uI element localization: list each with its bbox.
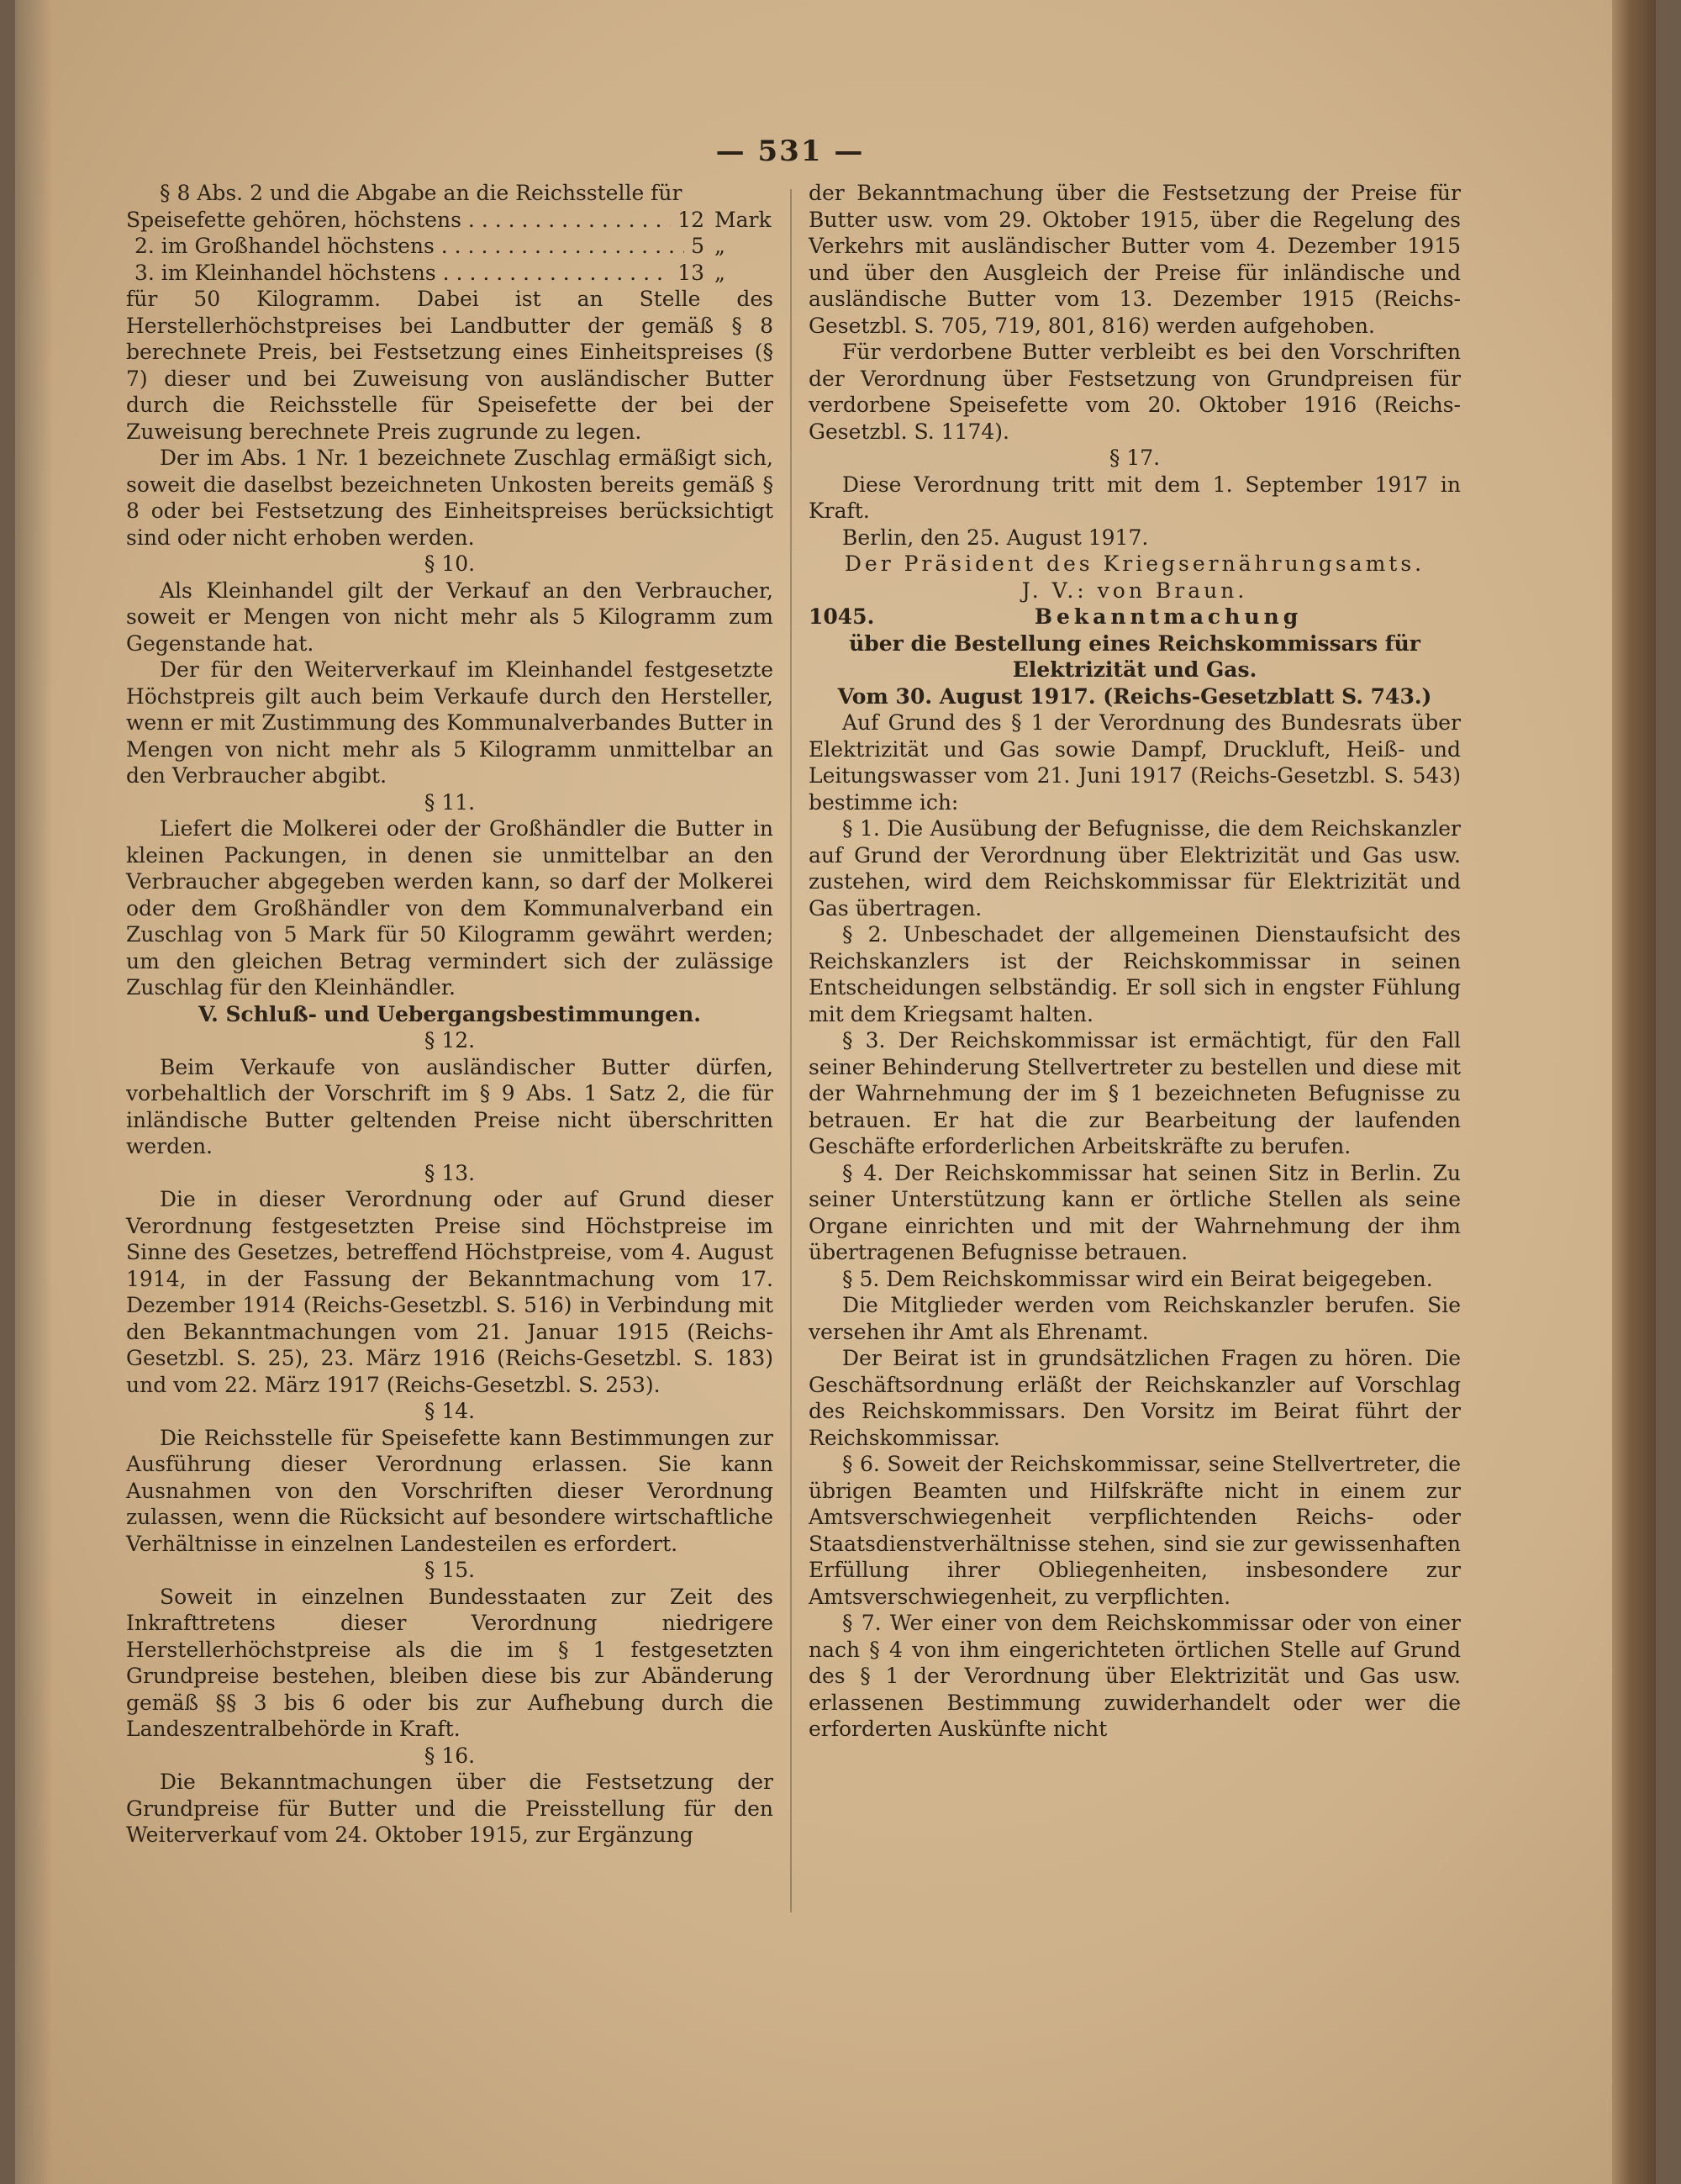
paragraph: § 5. Dem Reichskommissar wird ein Beirat beigegeben. — [842, 1266, 1433, 1291]
section-heading: § 13. — [424, 1160, 476, 1185]
paragraph: Soweit in einzelnen Bundesstaaten zur Zeit des Inkrafttretens dieser Verordnung niedrigere Herstellerhöchstpreise als die im § 1 festgesetzten Grundpreise bestehen, bleiben diese bis zur Abänderung gemäß §§ 3 bis 6 oder bis zur Aufhebung durch die Landeszentralbehörde in Kraft. — [126, 1584, 773, 1741]
announcement-header — [809, 604, 1461, 630]
paragraph: Die Mitglieder werden vom Reichskanzler berufen. Sie versehen ihr Amt als Ehrenamt. — [809, 1293, 1461, 1344]
column-divider — [790, 189, 792, 1912]
section-heading: § 12. — [424, 1028, 476, 1052]
paragraph: für 50 Kilogramm. Dabei ist an Stelle des Herstellerhöchstpreises bei Landbutter der gemäß § 8 berechnete Preis, bei Festsetzung eines Einheitspreises (§ 7) dieser und bei Zuweisung von ausländischer Butter durch die Reichsstelle für Speisefette der bei der Zuweisung berechnete Preis zugrunde zu legen. — [126, 287, 773, 444]
price-row-value: 5 — [691, 234, 704, 258]
paragraph: Für verdorbene Butter verbleibt es bei den Vorschriften der Verordnung über Festsetzung von Grundpreisen für verdorbene Speisefette vom 20. Oktober 1916 (Reichs-Gesetzbl. S. 1174). — [809, 340, 1461, 444]
paragraph: § 8 Abs. 2 und die Abgabe an die Reichsstelle für — [160, 181, 682, 205]
left-column — [126, 180, 773, 1849]
paragraph: Auf Grund des § 1 der Verordnung des Bundesrats über Elektrizität und Gas sowie Dampf, Druckluft, Heiß- und Leitungswasser vom 21. Juni 1917 (Reichs-Gesetzbl. S. 543) bestimme ich: — [809, 710, 1461, 815]
paragraph: Der Beirat ist in grundsätzlichen Fragen zu hören. Die Geschäftsordnung erläßt der Reichskanzler auf Vorschlag des Reichskommissars. Den Vorsitz im Beirat führt der Reichskommissar. — [809, 1346, 1461, 1450]
paragraph: Liefert die Molkerei oder der Großhändler die Butter in kleinen Packungen, in denen sie unmittelbar an den Verbraucher abgegeben werden kann, so darf der Molkerei oder dem Großhändler von dem Kommunalverband ein Zuschlag von 5 Mark für 50 Kilogramm gewährt werden; um den gleichen Betrag vermindert sich der zulässige Zuschlag für den Kleinhändler. — [126, 816, 773, 1000]
paragraph: § 7. Wer einer von dem Reichskommissar oder von einer nach § 4 von ihm eingerichteten örtlichen Stelle auf Grund des § 1 der Verordnung über Elektrizität und Gas usw. erlassenen Bestimmung zuwiderhandelt oder wer die erforderten Auskünfte nicht — [809, 1611, 1461, 1741]
section-heading: § 11. — [424, 789, 476, 815]
signature-title: Der Präsident des Kriegsernährungsamts. — [844, 551, 1425, 576]
paragraph: Diese Verordnung tritt mit dem 1. September 1917 in Kraft. — [809, 472, 1461, 523]
price-row — [126, 233, 773, 260]
price-row-unit: „ — [714, 260, 725, 285]
price-row-value: 12 — [677, 207, 704, 232]
paragraph: Der für den Weiterverkauf im Kleinhandel festgesetzte Höchstpreis gilt auch beim Verkaufe durch den Hersteller, wenn er mit Zustimmung des Kommunalverbandes Butter in Mengen von nicht mehr als 5 Kilogramm unmittelbar an den Verbraucher abgibt. — [126, 657, 773, 788]
paragraph: der Bekanntmachung über die Festsetzung der Preise für Butter usw. vom 29. Oktober 1915, über die Regelung des Verkehrs mit ausländischer Butter vom 4. Dezember 1915 und über den Ausgleich der Preise für inländische und ausländische Butter vom 13. Dezember 1915 (Reichs-Gesetzbl. S. 705, 719, 801, 816) werden aufgehoben. — [809, 181, 1461, 338]
paragraph: § 4. Der Reichskommissar hat seinen Sitz in Berlin. Zu seiner Unterstützung kann er örtliche Stellen als seine Organe einrichten und mit der Wahrnehmung der ihm übertragenen Befugnisse betrauen. — [809, 1160, 1461, 1264]
section-heading: § 10. — [424, 551, 476, 576]
paragraph: Als Kleinhandel gilt der Verkauf an den Verbraucher, soweit er Mengen von nicht mehr als 5 Kilogramm zum Gegenstande hat. — [126, 578, 773, 656]
signature-name: J. V.: von Braun. — [1021, 578, 1248, 603]
price-row — [126, 260, 773, 287]
paragraph: Die Reichsstelle für Speisefette kann Bestimmungen zur Ausführung dieser Verordnung erlassen. Sie kann Ausnahmen von den Vorschriften dieser Verordnung zulassen, wenn die Rücksicht auf besondere wirtschaftliche Verhältnisse in einzelnen Landesteilen es erfordert. — [126, 1425, 773, 1556]
announcement-number: 1045. — [809, 604, 875, 629]
price-row-label: Speisefette gehören, höchstens . . . — [126, 207, 671, 234]
paragraph: Der im Abs. 1 Nr. 1 bezeichnete Zuschlag ermäßigt sich, soweit die daselbst bezeichneten Unkosten bereits gemäß § 8 oder bei Festsetzung des Einheitspreises berücksichtigt sind oder nicht erhoben werden. — [126, 446, 773, 550]
paragraph: § 2. Unbeschadet der allgemeinen Dienstaufsicht des Reichskanzlers ist der Reichskommissar in seinen Entscheidungen selbständig. Er soll sich in engster Fühlung mit dem Kriegsamt halten. — [809, 922, 1461, 1026]
price-row-value: 13 — [677, 260, 704, 285]
section-heading: § 17. — [1109, 446, 1161, 470]
paragraph: § 1. Die Ausübung der Befugnisse, die dem Reichskanzler auf Grund der Verordnung über Elektrizität und Gas usw. zustehen, wird dem Reichskommissar für Elektrizität und Gas übertragen. — [809, 816, 1461, 921]
section-heading: § 16. — [424, 1743, 476, 1768]
announcement-title: Bekanntmachung — [1034, 604, 1303, 629]
paragraph: § 6. Soweit der Reichskommissar, seine Stellvertreter, die übrigen Beamten und Hilfskräfte nicht in einem zur Amtsverschwiegenheit verpflichtenden Reichs- oder Staatsdienstverhältnisse stehen, sind sie zur gewissenhaften Erfüllung ihrer Obliegenheiten, insbesondere zur Amtsverschwiegenheit, zu verpflichten. — [809, 1452, 1461, 1609]
gutter-shadow — [15, 0, 53, 2184]
chapter-heading: V. Schluß- und Uebergangsbestimmungen. — [198, 1001, 701, 1026]
paragraph: Beim Verkaufe von ausländischer Butter dürfen, vorbehaltlich der Vorschrift im § 9 Abs. 1 Satz 2, die für inländische Butter geltenden Preise nicht überschritten werden. — [126, 1054, 773, 1158]
announcement-subtitle: über die Bestellung eines Reichskommissars für Elektrizität und Gas. — [849, 630, 1420, 682]
place-date: Berlin, den 25. August 1917. — [842, 525, 1149, 550]
section-heading: § 14. — [424, 1399, 476, 1423]
price-row-label: 3. im Kleinhandel höchstens . . . — [134, 260, 671, 287]
price-row-label: 2. im Großhandel höchstens . . . — [134, 233, 684, 260]
paragraph: Die Bekanntmachungen über die Festsetzung der Grundpreise für Butter und die Preisstellung für den Weiterverkauf vom 24. Oktober 1915, zur Ergänzung — [126, 1770, 773, 1847]
price-row-unit: Mark — [714, 207, 772, 232]
right-column — [809, 180, 1461, 1743]
book-spine — [1612, 0, 1656, 2184]
price-row — [126, 207, 773, 234]
price-row-unit: „ — [714, 234, 725, 258]
paragraph: § 3. Der Reichskommissar ist ermächtigt, für den Fall seiner Behinderung Stellvertreter zu bestellen und diese mit der Wahrnehmung der im § 1 bezeichneten Befugnisse zu betrauen. Er hat die zur Bearbeitung der laufenden Geschäfte erforderlichen Arbeitskräfte zu berufen. — [809, 1028, 1461, 1158]
announcement-date: Vom 30. August 1917. (Reichs-Gesetzblatt S. 743.) — [837, 683, 1432, 709]
paragraph: Die in dieser Verordnung oder auf Grund dieser Verordnung festgesetzten Preise sind Höchstpreise im Sinne des Gesetzes, betreffend Höchstpreise, vom 4. August 1914, in der Fassung der Bekanntmachung vom 17. Dezember 1914 (Reichs-Gesetzbl. S. 516) in Verbindung mit den Bekanntmachungen vom 21. Januar 1915 (Reichs-Gesetzbl. S. 25), 23. März 1916 (Reichs-Gesetzbl. S. 183) und vom 22. März 1917 (Reichs-Gesetzbl. S. 253). — [126, 1187, 773, 1397]
section-heading: § 15. — [424, 1558, 476, 1582]
page-number: — 531 — — [715, 135, 865, 168]
